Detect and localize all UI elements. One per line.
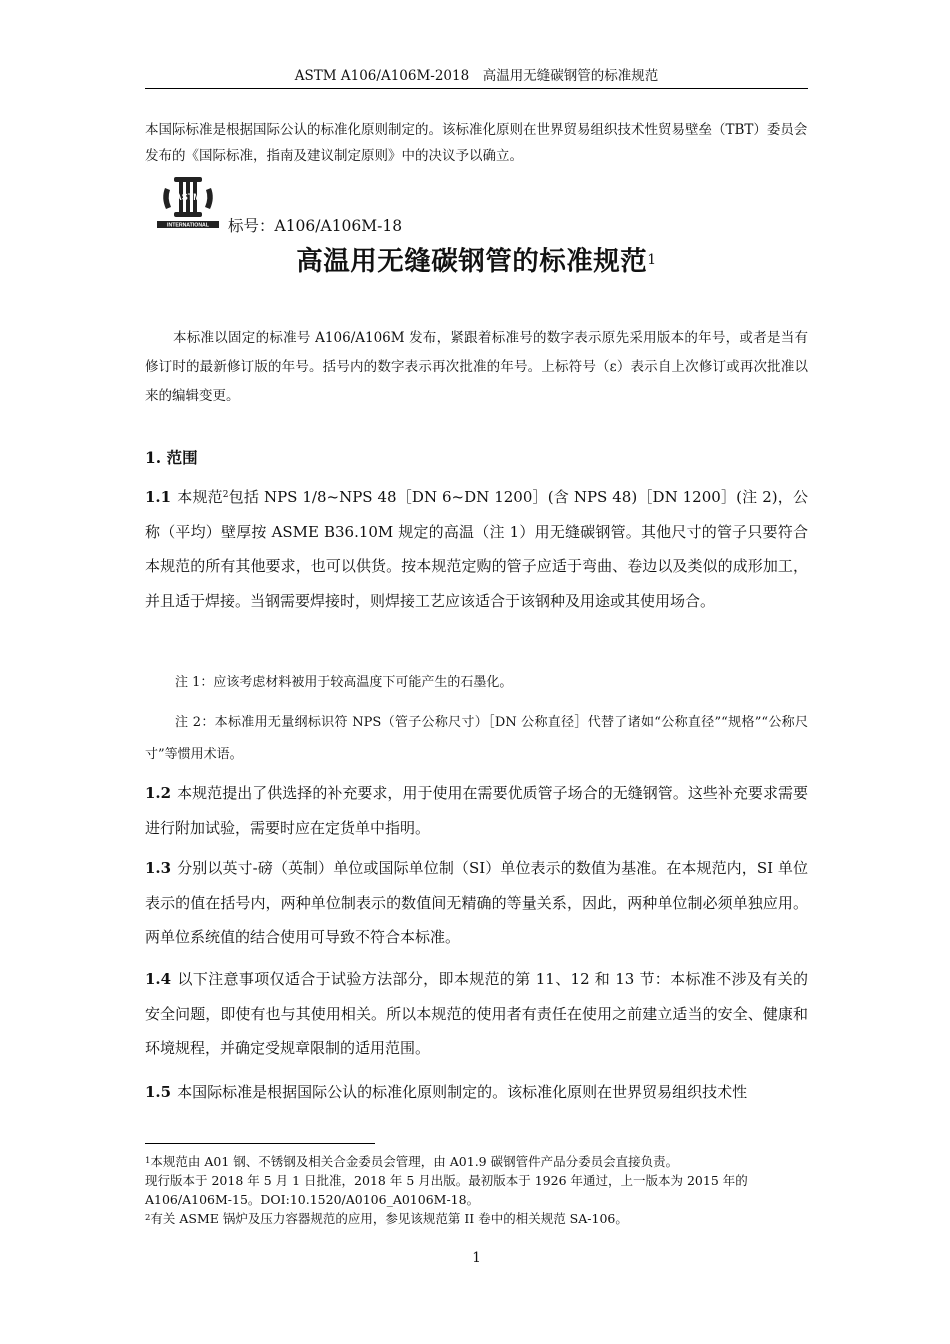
- footnote-text: 有关 ASME 锅炉及压力容器规范的应用，参见该规范第 II 卷中的相关规范 SA-106。: [150, 1211, 628, 1226]
- footnote-rule: [145, 1143, 375, 1144]
- intro-paragraph: 本国际标准是根据国际公认的标准化原则制定的。该标准化原则在世界贸易组织技术性贸易壁垒（TBT）委员会发布的《国际标准，指南及建议制定原则》中的决议予以确立。: [145, 122, 808, 164]
- document-title: [145, 243, 808, 281]
- paragraph-text: 以下注意事项仅适合于试验方法部分，即本规范的第 11、12 和 13 节：本标准不涉及有关的安全问题，即使有也与其使用相关。所以本规范的使用者有责任在使用之前建立适当的安全、健康和环境规程，并确定受规章限制的适用范围。: [145, 970, 808, 1057]
- title-footnote-marker: 1: [647, 252, 657, 268]
- paragraph-1-4: [145, 962, 808, 1066]
- running-header: ASTM A106/A106M-2018 高温用无缝碳钢管的标准规范: [294, 68, 659, 84]
- paragraph-text: 本国际标准是根据国际公认的标准化原则制定的。该标准化原则在世界贸易组织技术性: [177, 1083, 748, 1101]
- paragraph-text: 本规范提出了供选择的补充要求，用于使用在需要优质管子场合的无缝钢管。这些补充要求需要进行附加试验，需要时应在定货单中指明。: [145, 784, 808, 837]
- paragraph-number: 1.5: [145, 1083, 172, 1101]
- header-rule: [145, 88, 808, 89]
- footnote-text: 本规范由 A01 钢、不锈钢及相关合金委员会管理，由 A01.9 碳钢管件产品分委员会直接负责。: [150, 1154, 679, 1169]
- paragraph-number: 1.2: [145, 784, 172, 802]
- footnote-1-line: 现行版本于 2018 年 5 月 1 日批准，2018 年 5 月出版。最初版本于 1926 年通过，上一版本为 2015 年的: [145, 1173, 748, 1188]
- paragraph-1-5: [145, 1075, 808, 1110]
- document-title-text: 高温用无缝碳钢管的标准规范: [296, 246, 648, 277]
- note-2: 注 2：本标准用无量纲标识符 NPS（管子公称尺寸）［DN 公称直径］代替了诸如“公称直径”“规格”“公称尺寸”等惯用术语。: [145, 715, 808, 762]
- paragraph-text: 包括 NPS 1/8~NPS 48［DN 6~DN 1200］(含 NPS 48)［DN 1200］(注 2)，公称（平均）壁厚按 ASME B36.10M 规定的高温（注 1）用无缝碳钢管。其他尺寸的管子只要符合本规范的所有其他要求，也可以供货。按本规范定购的管子应适于弯曲、卷边以及类似的成形加工，并且适于焊接。当钢需要焊接时，则焊接工艺应该适合于该钢种及用途或其使用场合。: [145, 488, 808, 610]
- footnote-1-line: [145, 1152, 808, 1171]
- paragraph-1-1: [145, 480, 808, 618]
- note-1: 注 1：应该考虑材料被用于较高温度下可能产生的石墨化。: [175, 675, 513, 690]
- paragraph-1-3: [145, 851, 808, 955]
- astm-logo-icon: [157, 176, 219, 232]
- section-heading-scope: 1. 范围: [145, 448, 198, 467]
- footnotes: [145, 1152, 808, 1228]
- footnote-marker: 2: [222, 490, 229, 500]
- preface-paragraph: 本标准以固定的标准号 A106/A106M 发布，紧跟着标准号的数字表示原先采用版本的年号，或者是当有修订时的最新修订版的年号。括号内的数字表示再次批准的年号。上标符号（ε）表示自上次修订或再次批准以来的编辑变更。: [145, 330, 808, 404]
- footnote-1-line: A106/A106M-15。DOI:10.1520/A0106_A0106M-18。: [145, 1192, 480, 1207]
- paragraph-text: 分别以英寸-磅（英制）单位或国际单位制（SI）单位表示的数值为基准。在本规范内，SI 单位表示的值在括号内，两种单位制表示的数值间无精确的等量关系，因此，两种单位制必须单独应用。两单位系统值的结合使用可导致不符合本标准。: [145, 859, 808, 946]
- footnote-2-line: [145, 1209, 808, 1228]
- footnote-marker: 2: [145, 1213, 151, 1223]
- paragraph-text: 本规范: [177, 488, 223, 506]
- designation: 标号：A106/A106M-18: [228, 217, 403, 235]
- page-number: 1: [472, 1250, 481, 1266]
- logo-international-text: INTERNATIONAL: [167, 222, 209, 229]
- paragraph-number: 1.3: [145, 859, 172, 877]
- paragraph-number: 1.4: [145, 970, 172, 988]
- paragraph-1-2: [145, 776, 808, 845]
- paragraph-number: 1.1: [145, 488, 172, 506]
- logo-mark-text: ASTM: [175, 192, 201, 202]
- footnote-marker: 1: [145, 1156, 151, 1166]
